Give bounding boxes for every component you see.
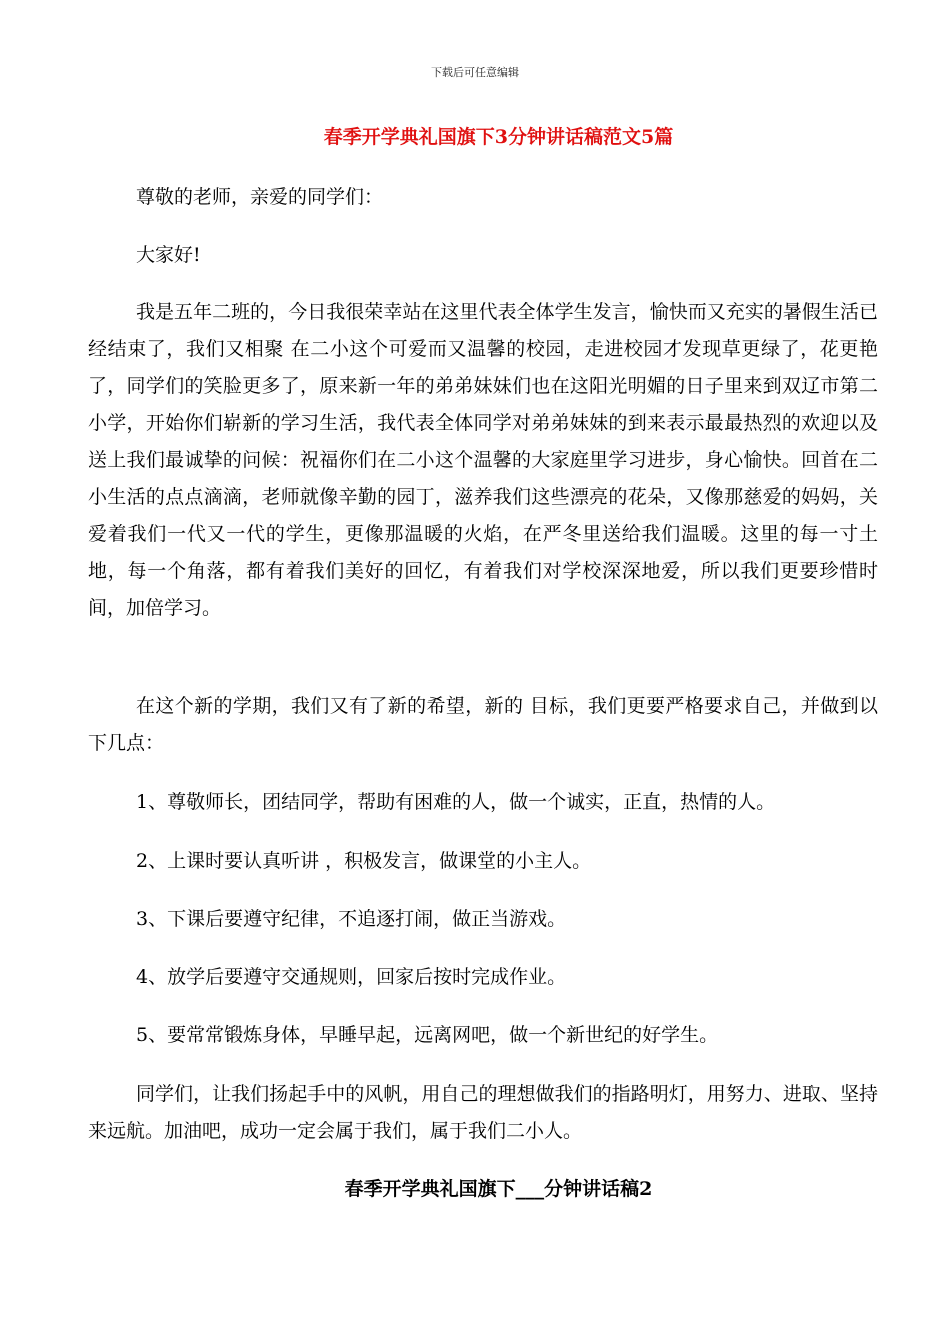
greeting: 大家好! — [136, 244, 201, 266]
section-subtitle: 春季开学典礼国旗下___分钟讲话稿2 — [344, 1178, 653, 1200]
paragraph-3: 同学们，让我们扬起手中的风帆，用自己的理想做我们的指路明灯，用努力、进取、坚持来远航。加油吧，成功一定会属于我们，属于我们二小人。 — [88, 1083, 878, 1142]
list-item-3: 3、下课后要遵守纪律，不追逐打闹，做正当游戏。 — [136, 908, 567, 930]
header-note: 下载后可任意编辑 — [431, 66, 519, 79]
document-title: 春季开学典礼国旗下3分钟讲话稿范文5篇 — [323, 126, 674, 148]
salutation: 尊敬的老师，亲爱的同学们： — [136, 186, 384, 208]
list-item-2: 2、上课时要认真听讲 ，积极发言，做课堂的小主人。 — [136, 850, 592, 872]
list-item-4: 4、放学后要遵守交通规则，回家后按时完成作业。 — [136, 966, 567, 988]
list-item-1: 1、尊敬师长，团结同学，帮助有困难的人，做一个诚实，正直，热情的人。 — [136, 791, 776, 813]
paragraph-2: 在这个新的学期，我们又有了新的希望，新的 目标，我们更要严格要求自己，并做到以下几点： — [88, 695, 878, 754]
paragraph-1: 我是五年二班的，今日我很荣幸站在这里代表全体学生发言，愉快而又充实的暑假生活已经结束了，我们又相聚 在二小这个可爱而又温馨的校园，走进校园才发现草更绿了，花更艳了，同学们的笑脸更多了，原来新一年的弟弟妹妹们也在这阳光明媚的日子里来到双辽市第二小学，开始你们崭新的学习生活，我代表全体同学对弟弟妹妹的到来表示最最热烈的欢迎以及送上我们最诚挚的问候：祝福你们在二小这个温馨的大家庭里学习进步，身心愉快。回首在二小生活的点点滴滴，老师就像辛勤的园丁，滋养我们这些漂亮的花朵，又像那慈爱的妈妈，关爱着我们一代又一代的学生，更像那温暖的火焰，在严冬里送给我们温暖。这里的每一寸土地，每一个角落，都有着我们美好的回忆，有着我们对学校深深地爱，所以我们更要珍惜时间，加倍学习。 — [88, 301, 878, 619]
list-item-5: 5、要常常锻炼身体，早睡早起，远离网吧，做一个新世纪的好学生。 — [136, 1024, 719, 1046]
